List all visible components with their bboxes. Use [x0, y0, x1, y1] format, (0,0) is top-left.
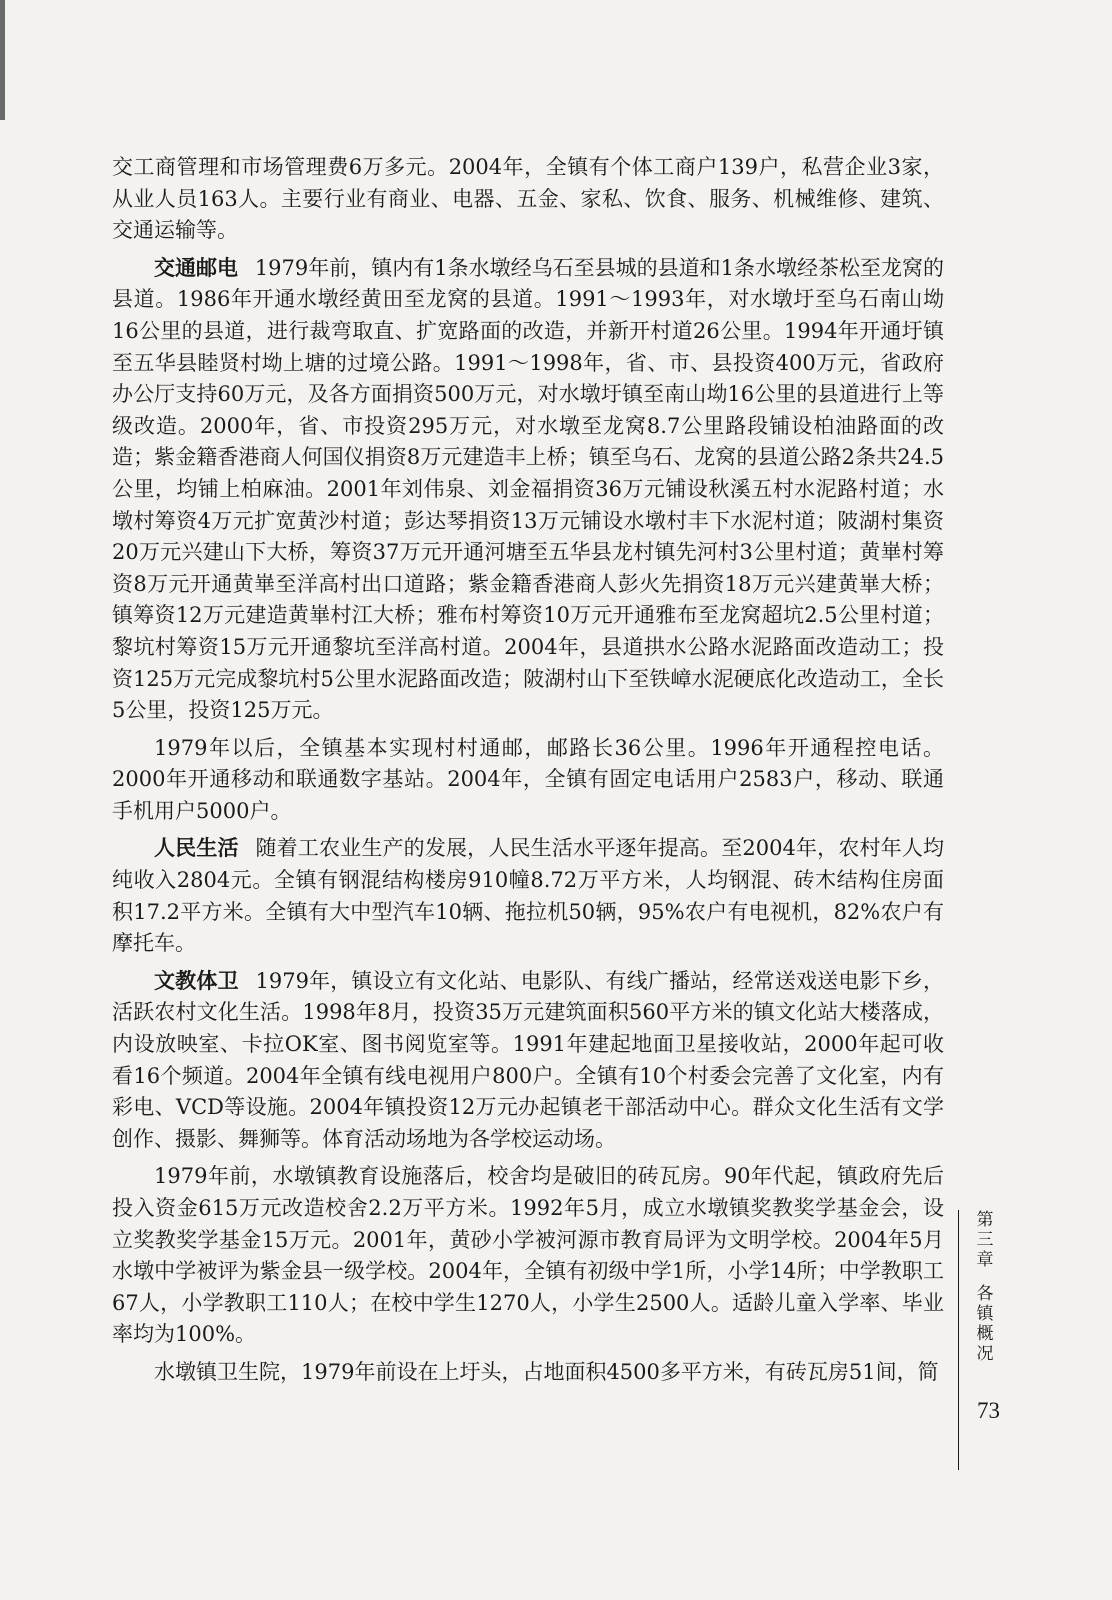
page-number: 73 — [977, 1398, 1000, 1423]
paragraph — [112, 1357, 944, 1389]
paragraph-text: 随着工农业生产的发展，人民生活水平逐年提高。至2004年，农村年人均纯收入2804元。全镇有钢混结构楼房910幢8.72万平方米，人均钢混、砖木结构住房面积17.2平方米。全镇有大中型汽车10辆、拖拉机50辆，95%农户有电视机，82%农户有摩托车。 — [112, 836, 944, 956]
scan-edge-shadow — [0, 0, 5, 120]
chapter-char: 三 — [976, 1230, 994, 1250]
section-heading: 文教体卫 — [154, 968, 239, 993]
paragraph — [112, 966, 944, 1156]
paragraph-text: 交工商管理和市场管理费6万多元。2004年，全镇有个体工商户139户，私营企业3家，从业人员163人。主要行业有商业、电器、五金、家私、饮食、服务、机械维修、建筑、交通运输等。 — [112, 155, 944, 243]
paragraph-text: 1979年前，水墩镇教育设施落后，校舍均是破旧的砖瓦房。90年代起，镇政府先后投入资金615万元改造校舍2.2万平方米。1992年5月，成立水墩镇奖教奖学基金会，设立奖教奖学基金15万元。2001年，黄砂小学被河源市教育局评为文明学校。2004年5月水墩中学被评为紫金县一级学校。2004年，全镇有初级中学1所，小学14所；中学教职工67人，小学教职工110人；在校中学生1270人，小学生2500人。适龄儿童入学率、毕业率均为100%。 — [112, 1164, 944, 1347]
paragraph-text: 1979年，镇设立有文化站、电影队、有线广播站，经常送戏送电影下乡，活跃农村文化生活。1998年8月，投资35万元建筑面积560平方米的镇文化站大楼落成，内设放映室、卡拉OK室、图书阅览室等。1991年建起地面卫星接收站，2000年起可收看16个频道。2004年全镇有线电视用户800户。全镇有10个村委会完善了文化室，内有彩电、VCD等设施。2004年镇投资12万元办起镇老干部活动中心。群众文化生活有文学创作、摄影、舞狮等。体育活动场地为各学校运动场。 — [112, 968, 944, 1151]
chapter-char: 镇 — [976, 1304, 994, 1324]
paragraph-text: 1979年以后，全镇基本实现村村通邮，邮路长36公里。1996年开通程控电话。2000年开通移动和联通数字基站。2004年，全镇有固定电话用户2583户，移动、联通手机用户5000户。 — [112, 735, 944, 823]
paragraph — [112, 253, 944, 727]
paragraph-text: 1979年前，镇内有1条水墩经乌石至县城的县道和1条水墩经茶松至龙窝的县道。1986年开通水墩经黄田至龙窝的县道。1991～1993年，对水墩圩至乌石南山坳16公里的县道，进行裁弯取直、扩宽路面的改造，并新开村道26公里。1994年开通圩镇至五华县睦贤村坳上塘的过境公路。1991～1998年，省、市、县投资400万元，省政府办公厅支持60万元，及各方面捐资500万元，对水墩圩镇至南山坳16公里的县道进行上等级改造。2000年，省、市投资295万元，对水墩至龙窝8.7公里路段铺设柏油路面的改造；紫金籍香港商人何国仪捐资8万元建造丰上桥；镇至乌石、龙窝的县道公路2条共24.5公里，均铺上柏麻油。2001年刘伟泉、刘金福捐资36万元铺设秋溪五村水泥路村道；水墩村筹资4万元扩宽黄沙村道；彭达琴捐资13万元铺设水墩村丰下水泥村道；陂湖村集资20万元兴建山下大桥，筹资37万元开通河塘至五华县龙村镇先河村3公里村道；黄崋村筹资8万元开通黄崋至洋高村出口道路；紫金籍香港商人彭火先捐资18万元兴建黄崋大桥；镇筹资12万元建造黄崋村江大桥；雅布村筹资10万元开通雅布至龙窝超坑2.5公里村道；黎坑村筹资15万元开通黎坑至洋高村道。2004年，县道拱水公路水泥路面改造动工；投资125万元完成黎坑村5公里水泥路面改造；陂湖村山下至铁嶂水泥硬底化改造动工，全长5公里，投资125万元。 — [112, 255, 945, 723]
paragraph — [112, 152, 944, 247]
body-text — [112, 152, 944, 1389]
chapter-char: 章 — [976, 1250, 994, 1270]
paragraph — [112, 833, 944, 959]
paragraph-text: 水墩镇卫生院，1979年前设在上圩头，占地面积4500多平方米，有砖瓦房51间，简 — [154, 1359, 939, 1384]
section-heading: 人民生活 — [154, 836, 239, 861]
chapter-spacer — [973, 1270, 997, 1284]
chapter-char: 各 — [976, 1284, 994, 1304]
chapter-char: 第 — [976, 1210, 994, 1230]
chapter-char: 况 — [976, 1344, 994, 1364]
paragraph — [112, 733, 944, 828]
chapter-margin — [958, 1210, 1015, 1470]
paragraph — [112, 1161, 944, 1351]
section-heading: 交通邮电 — [154, 255, 239, 280]
chapter-char: 概 — [976, 1324, 994, 1344]
chapter-label — [973, 1210, 997, 1364]
